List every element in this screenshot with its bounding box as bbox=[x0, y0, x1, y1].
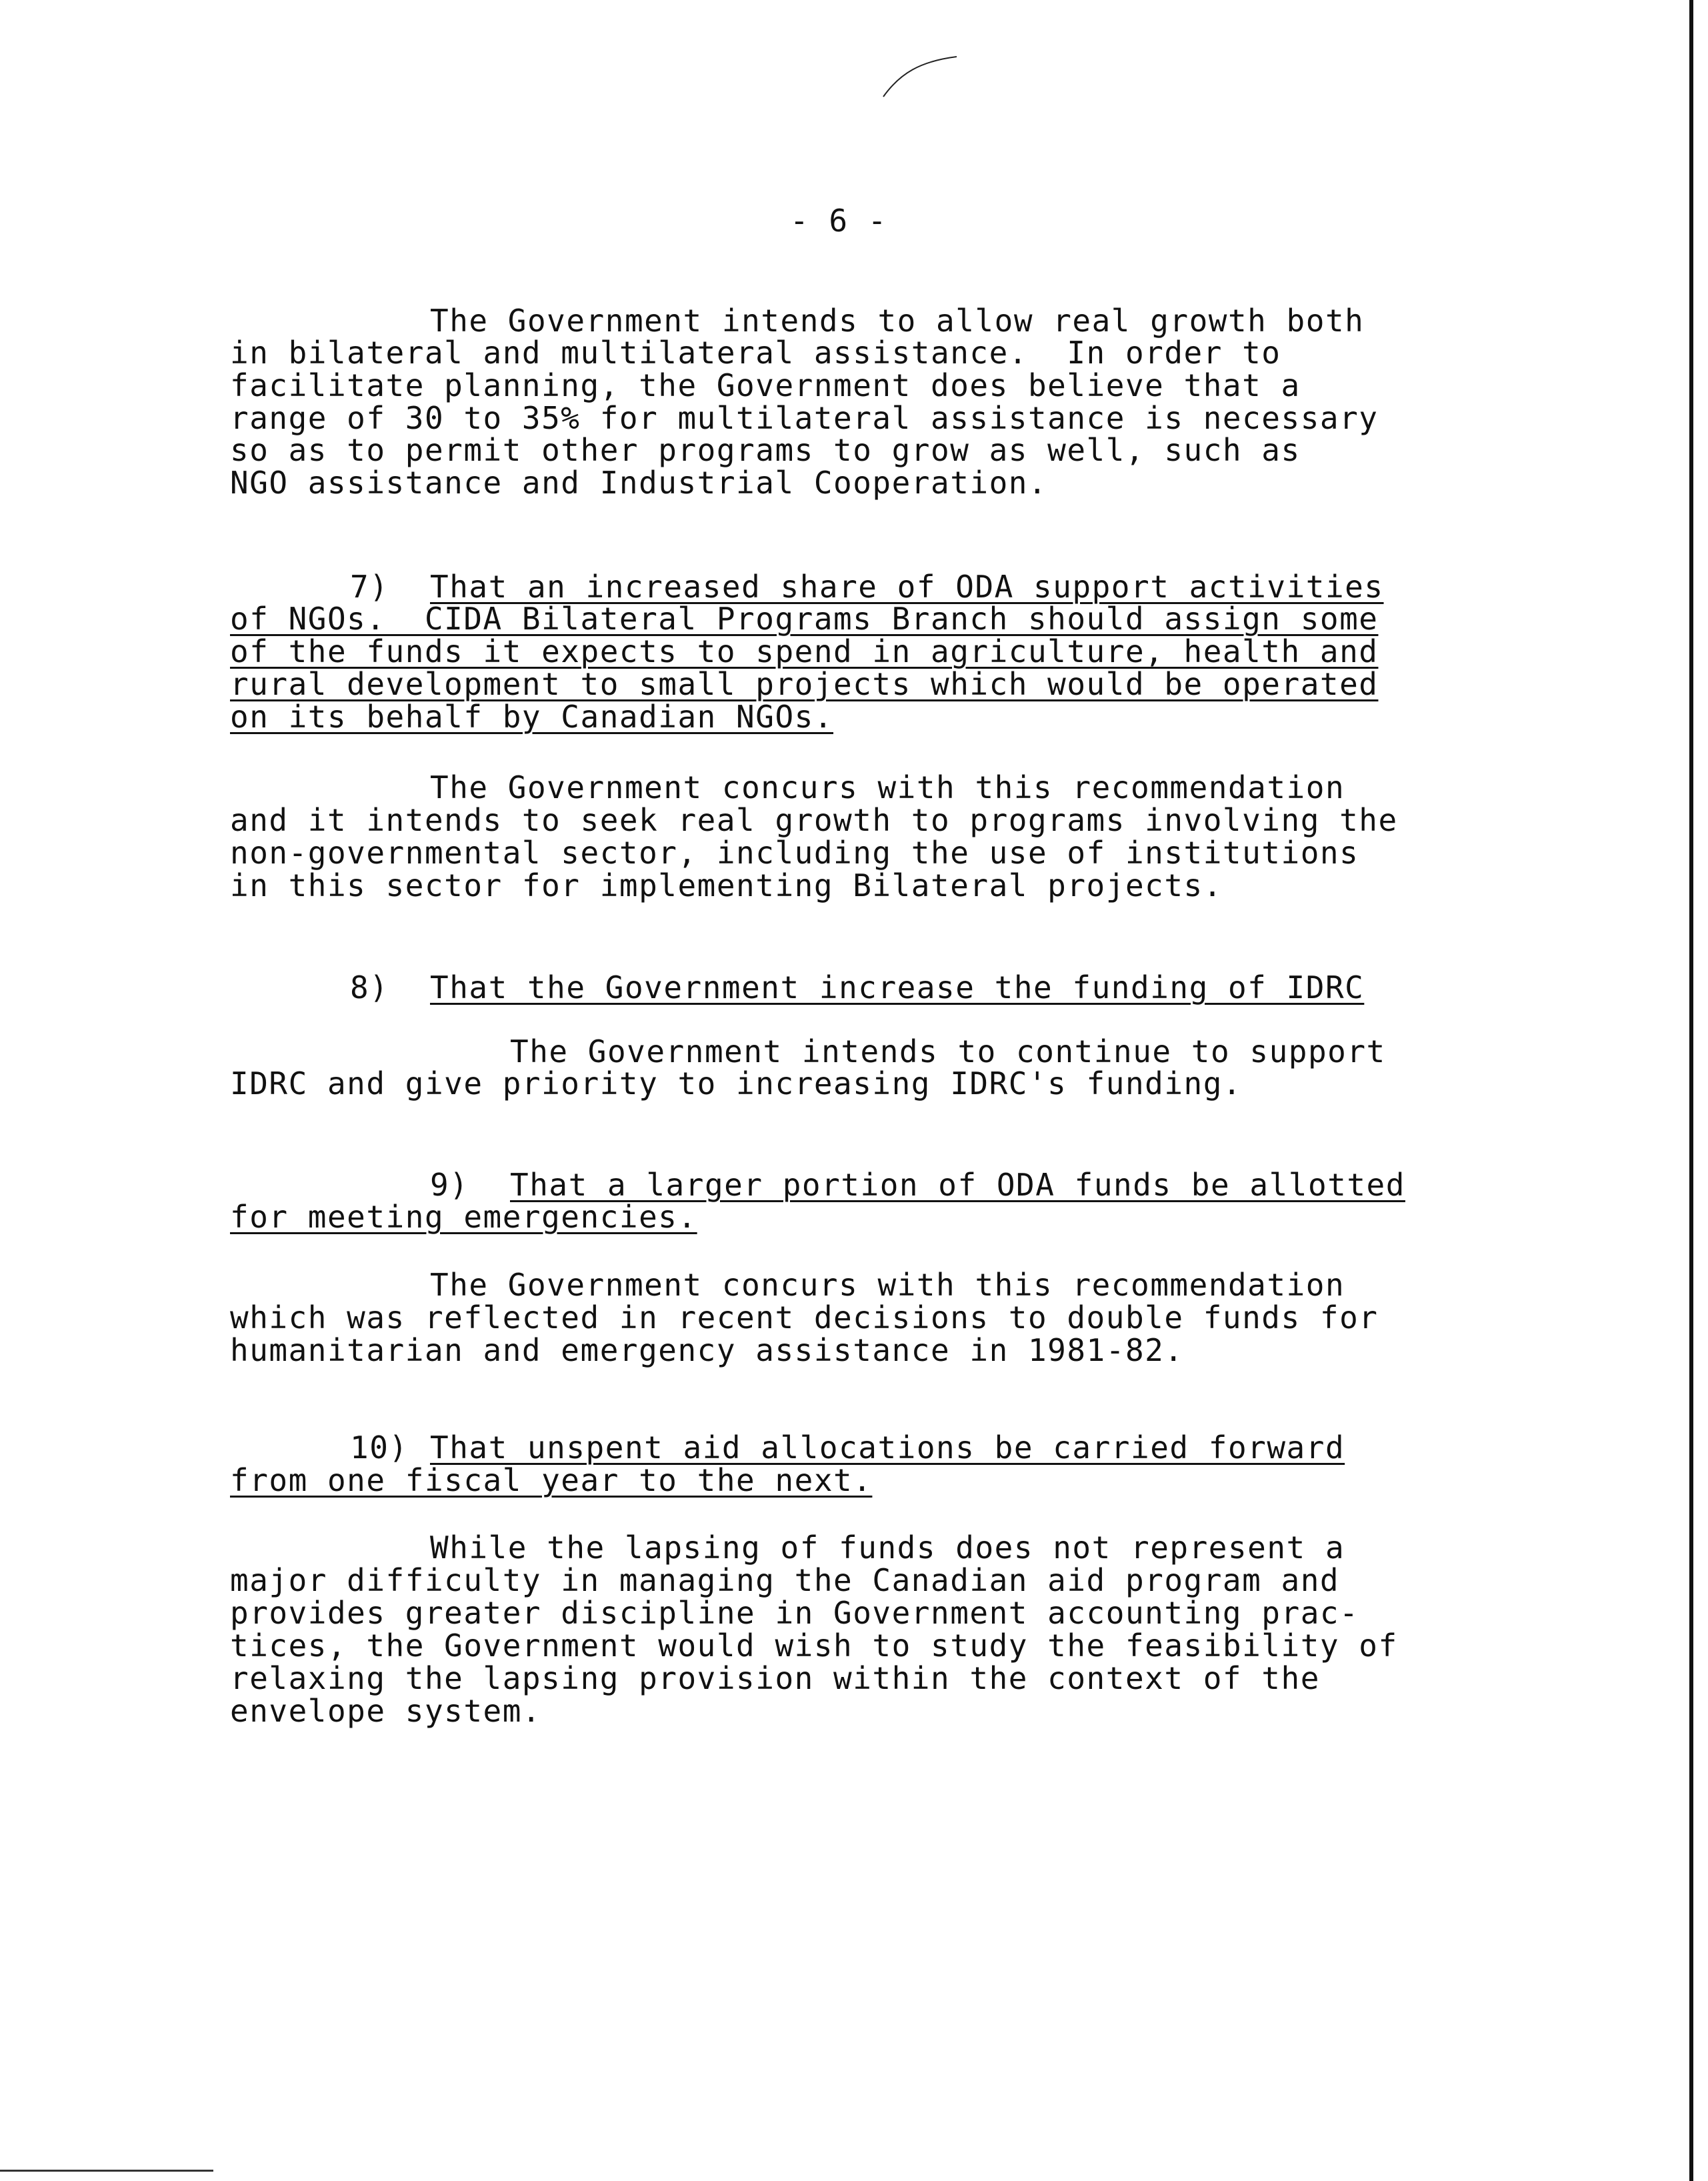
rec10-response-line-2: major difficulty in managing the Canadian aid program and bbox=[230, 1562, 1340, 1598]
scan-edge-bottom bbox=[0, 2170, 213, 2172]
pen-stroke-mark bbox=[880, 53, 960, 100]
intro-line-2: in bilateral and multilateral assistance. In order to bbox=[230, 335, 1281, 371]
scan-edge-right bbox=[1689, 0, 1693, 2181]
rec7-text-line-3: of the funds it expects to spend in agriculture, health and bbox=[230, 633, 1379, 669]
rec10-text-line-2: from one fiscal year to the next. bbox=[230, 1462, 873, 1498]
rec7-text-line-1: That an increased share of ODA support activities bbox=[430, 569, 1384, 605]
rec10-response-line-3: provides greater discipline in Government accounting prac- bbox=[230, 1595, 1359, 1631]
page-number: - 6 - bbox=[790, 203, 887, 239]
rec7-text-line-2: of NGOs. CIDA Bilateral Programs Branch should assign some bbox=[230, 601, 1379, 637]
rec9-response-line-2: which was reflected in recent decisions to double funds for bbox=[230, 1300, 1379, 1336]
rec9-response-line-3: humanitarian and emergency assistance in 1981-82. bbox=[230, 1332, 1184, 1368]
rec8-number: 8) bbox=[350, 969, 389, 1005]
rec7-text-line-4: rural development to small projects which would be operated bbox=[230, 666, 1379, 702]
intro-line-5: so as to permit other programs to grow as well, such as bbox=[230, 432, 1301, 468]
rec7-response-line-2: and it intends to seek real growth to programs involving the bbox=[230, 802, 1398, 838]
intro-line-1: The Government intends to allow real growth both bbox=[430, 303, 1365, 339]
rec10-response-line-6: envelope system. bbox=[230, 1693, 542, 1729]
rec7-response-line-1: The Government concurs with this recommendation bbox=[430, 769, 1345, 805]
rec9-response-line-1: The Government concurs with this recommendation bbox=[430, 1267, 1345, 1303]
rec9-text-line-1: That a larger portion of ODA funds be allotted bbox=[510, 1167, 1405, 1203]
rec10-text-line-1: That unspent aid allocations be carried forward bbox=[430, 1430, 1345, 1466]
intro-line-3: facilitate planning, the Government does believe that a bbox=[230, 367, 1301, 403]
rec8-text: That the Government increase the funding of IDRC bbox=[430, 969, 1365, 1005]
intro-line-6: NGO assistance and Industrial Cooperation. bbox=[230, 465, 1048, 501]
rec8-response-line-1: The Government intends to continue to support bbox=[510, 1033, 1386, 1069]
rec9-number: 9) bbox=[430, 1167, 469, 1203]
rec10-response-line-4: tices, the Government would wish to study the feasibility of bbox=[230, 1628, 1398, 1664]
rec7-text-line-5: on its behalf by Canadian NGOs. bbox=[230, 699, 834, 735]
rec7-number: 7) bbox=[350, 569, 389, 605]
rec10-number: 10) bbox=[350, 1430, 409, 1466]
rec9-text-line-2: for meeting emergencies. bbox=[230, 1199, 697, 1235]
rec7-response-line-3: non-governmental sector, including the use of institutions bbox=[230, 835, 1359, 871]
intro-line-4: range of 30 to 35% for multilateral assistance is necessary bbox=[230, 400, 1379, 436]
rec7-response-line-4: in this sector for implementing Bilateral projects. bbox=[230, 867, 1223, 903]
rec8-response-line-2: IDRC and give priority to increasing IDRC's funding. bbox=[230, 1065, 1243, 1102]
rec10-response-line-5: relaxing the lapsing provision within the context of the bbox=[230, 1660, 1320, 1696]
rec10-response-line-1: While the lapsing of funds does not represent a bbox=[430, 1530, 1345, 1566]
